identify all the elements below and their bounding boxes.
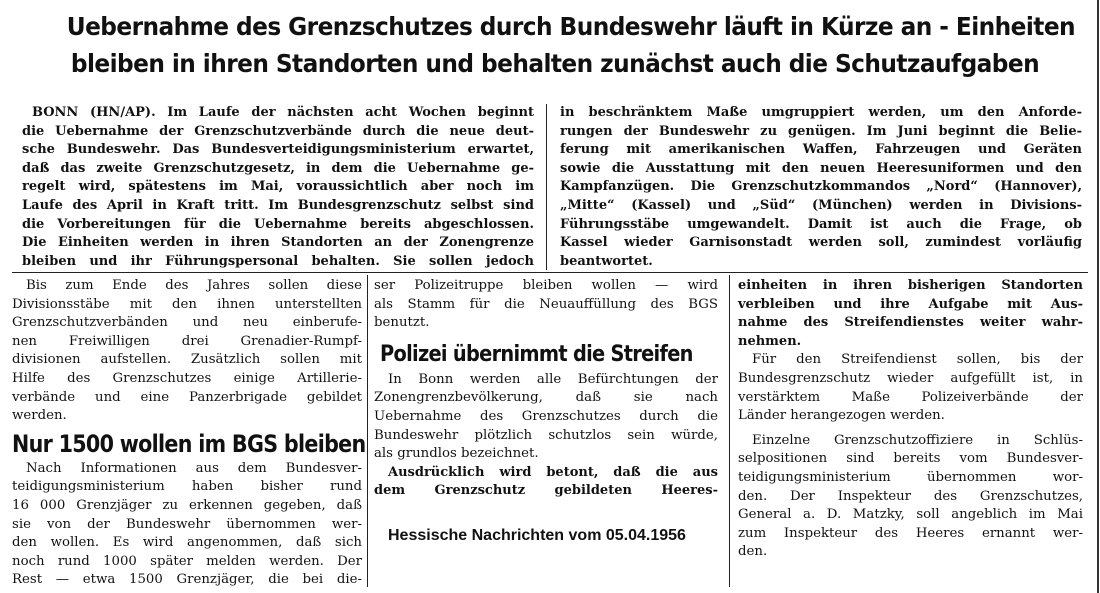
scan-edge [1097, 0, 1099, 593]
intro-right-line: rungen der Bundeswehr zu genügen. Im Juni beginnt die Belie- [560, 123, 1082, 139]
intro-left-line: die Vorbereitungen für die Uebernahme bereits abgeschlossen. [22, 216, 534, 232]
col3-paragraph-2 [738, 351, 1083, 425]
col3-line: nehmen. [738, 333, 802, 349]
column-3 [738, 277, 1083, 562]
intro-left-line: Die Einheiten werden in ihren Standorten an der Zonengrenze [22, 235, 534, 251]
intro-left-column [22, 104, 534, 271]
column-2 [374, 277, 718, 501]
column-1 [12, 277, 366, 590]
intro-left-line: BONN (HN/AP). Im Laufe der nächsten acht Wochen beginnt [32, 105, 534, 120]
col2-line: als Stamm für die Neuauffüllung des BGS [374, 296, 718, 312]
intro-right-line: ferung mit amerikanischen Waffen, Fahrzeugen und Geräten [560, 142, 1082, 158]
column-rule-1 [367, 275, 368, 587]
col3-paragraph-1 [738, 277, 1083, 351]
col3-line: General a. D. Matzky, soll angeblich im Mai [738, 507, 1083, 523]
intro-column-rule [546, 104, 547, 270]
col2-line: ser Polizeitruppe bleiben wollen — wird [374, 278, 718, 293]
col1-line: Bis zum Ende des Jahres sollen diese [26, 278, 362, 293]
col1-line: werden. [12, 408, 67, 424]
intro-right-line: Führungsstäbe umgewandelt. Damit ist auch die Frage, ob [560, 216, 1082, 232]
col3-line: Bundesgrenzschutz wieder aufgefüllt ist, in [738, 370, 1083, 386]
col2-line: dem Grenzschutz gebildeten Heeres- [374, 483, 718, 499]
subhead-polizei: Polizei übernimmt die Streifen [380, 341, 693, 367]
headline [66, 8, 1076, 82]
col3-line: einheiten in ihren bisherigen Standorten [738, 278, 1083, 293]
col3-line: zum Inspekteur des Heeres ernannt wer- [738, 525, 1083, 541]
headline-line-2: bleiben in ihren Standorten und behalten zunächst auch die Schutzaufgaben [70, 49, 1040, 78]
col1-paragraph-1 [12, 277, 362, 426]
col2-line: Uebernahme des Grenzschutzes durch die [374, 408, 718, 424]
col2-paragraph-3 [374, 464, 718, 501]
subhead-nur-1500: Nur 1500 wollen im BGS bleiben [12, 429, 366, 458]
intro-right-line: beantwortet. [560, 253, 653, 269]
col1-line: Grenzschutzverbänden und neu einberufe- [12, 315, 362, 331]
col1-line: nen Freiwilligen drei Grenadier-Rumpf- [12, 333, 362, 349]
intro-left-line: bleiben und ihr Führungspersonal behalten. Sie sollen jedoch [22, 253, 534, 269]
intro-left-line: Laufe des April in Kraft tritt. Im Bundesgrenzschutz selbst sind [22, 197, 534, 213]
col3-line: teidigungsministerium übernommen wor- [738, 469, 1083, 485]
intro-left-line: daß das zweite Grenzschutzgesetz, in dem die Uebernahme ge- [22, 160, 534, 176]
col3-line: Für den Streifendienst sollen, bis der [752, 352, 1083, 368]
col1-line: sie von der Bundeswehr übernommen wer- [12, 516, 362, 532]
headline-line-1: Uebernahme des Grenzschutzes durch Bundeswehr läuft in Kürze an - Einheiten [66, 12, 1076, 41]
col1-line: Rest — etwa 1500 Grenzjäger, die bei die- [12, 572, 362, 588]
col3-line: verstärktem Maße Polizeiverbände der [738, 389, 1083, 405]
col1-line: 16 000 Grenzjäger zu erkennen gegeben, daß [12, 497, 362, 513]
column-rule-2 [729, 275, 730, 587]
intro-right-line: Kampfanzügen. Die Grenzschutzkommandos „Nord“ (Hannover), [560, 179, 1082, 195]
intro-right-column [560, 104, 1082, 271]
intro-right-text [560, 104, 1082, 271]
col2-line: Ausdrücklich wird betont, daß die aus [388, 464, 718, 480]
col3-line: nahme des Streifendienstes weiter wahr- [738, 315, 1083, 331]
col1-line: verbände und eine Panzerbrigade gebildet [12, 389, 362, 405]
intro-left-line: die Uebernahme der Grenzschutzverbände durch die neue deut- [22, 123, 534, 139]
col1-line: teidigungsministerium haben bisher rund [12, 479, 362, 495]
col2-line: In Bonn werden alle Befürchtungen der [388, 371, 718, 387]
col1-line: divisionen aufstellen. Zusätzlich sollen mit [12, 352, 362, 368]
intro-right-line: „Mitte“ (Kassel) und „Süd“ (München) werden in Divisions- [560, 197, 1082, 213]
col2-line: als grundlos bezeichnet. [374, 446, 539, 462]
col3-line: den. Der Inspekteur des Grenzschutzes, [738, 488, 1083, 504]
col1-line: Nach Informationen aus dem Bundesver- [26, 460, 362, 476]
col3-paragraph-3 [738, 432, 1083, 562]
intro-right-line: sowie die Ausstattung mit den neuen Heeresuniformen und den [560, 160, 1082, 176]
col2-line: Zonengrenzbevölkerung, daß sie nach [374, 390, 718, 406]
section-divider [12, 272, 1088, 273]
col2-paragraph-1 [374, 277, 718, 333]
col1-line: Hilfe des Grenzschutzes einige Artillerie- [12, 370, 362, 386]
col2-line: benutzt. [374, 315, 430, 331]
col1-line: Divisionsstäbe mit den ihnen unterstellten [12, 296, 362, 312]
col2-line: Bundeswehr plötzlich schutzlos sein würde, [374, 427, 718, 443]
intro-right-line: in beschränktem Maße umgruppiert werden, um den Anforde- [560, 105, 1082, 120]
col3-line: verbleiben und ihre Aufgabe mit Aus- [738, 296, 1083, 312]
col3-line: den. [738, 544, 768, 560]
col2-paragraph-2 [374, 371, 718, 464]
intro-left-line: regelt wird, spätestens im Mai, voraussichtlich aber noch im [22, 179, 534, 195]
col1-line: den wollen. Es wird angenommen, daß sich [12, 535, 362, 551]
col1-paragraph-2 [12, 460, 362, 590]
col3-line: selpositionen sind bereits vom Bundesver- [738, 451, 1083, 467]
col3-line: Länder herangezogen werden. [738, 408, 945, 424]
source-caption: Hessische Nachrichten vom 05.04.1956 [388, 527, 686, 544]
intro-right-line: Kassel wieder Garnisonstadt werden soll, zumindest vorläufig [560, 235, 1082, 251]
intro-left-line: sche Bundeswehr. Das Bundesverteidigungsministerium erwartet, [22, 142, 534, 158]
col1-line: noch rund 1000 später melden werden. Der [12, 553, 362, 569]
intro-left-text [22, 104, 534, 271]
col3-line: Einzelne Grenzschutzoffiziere in Schlüs- [752, 432, 1083, 448]
